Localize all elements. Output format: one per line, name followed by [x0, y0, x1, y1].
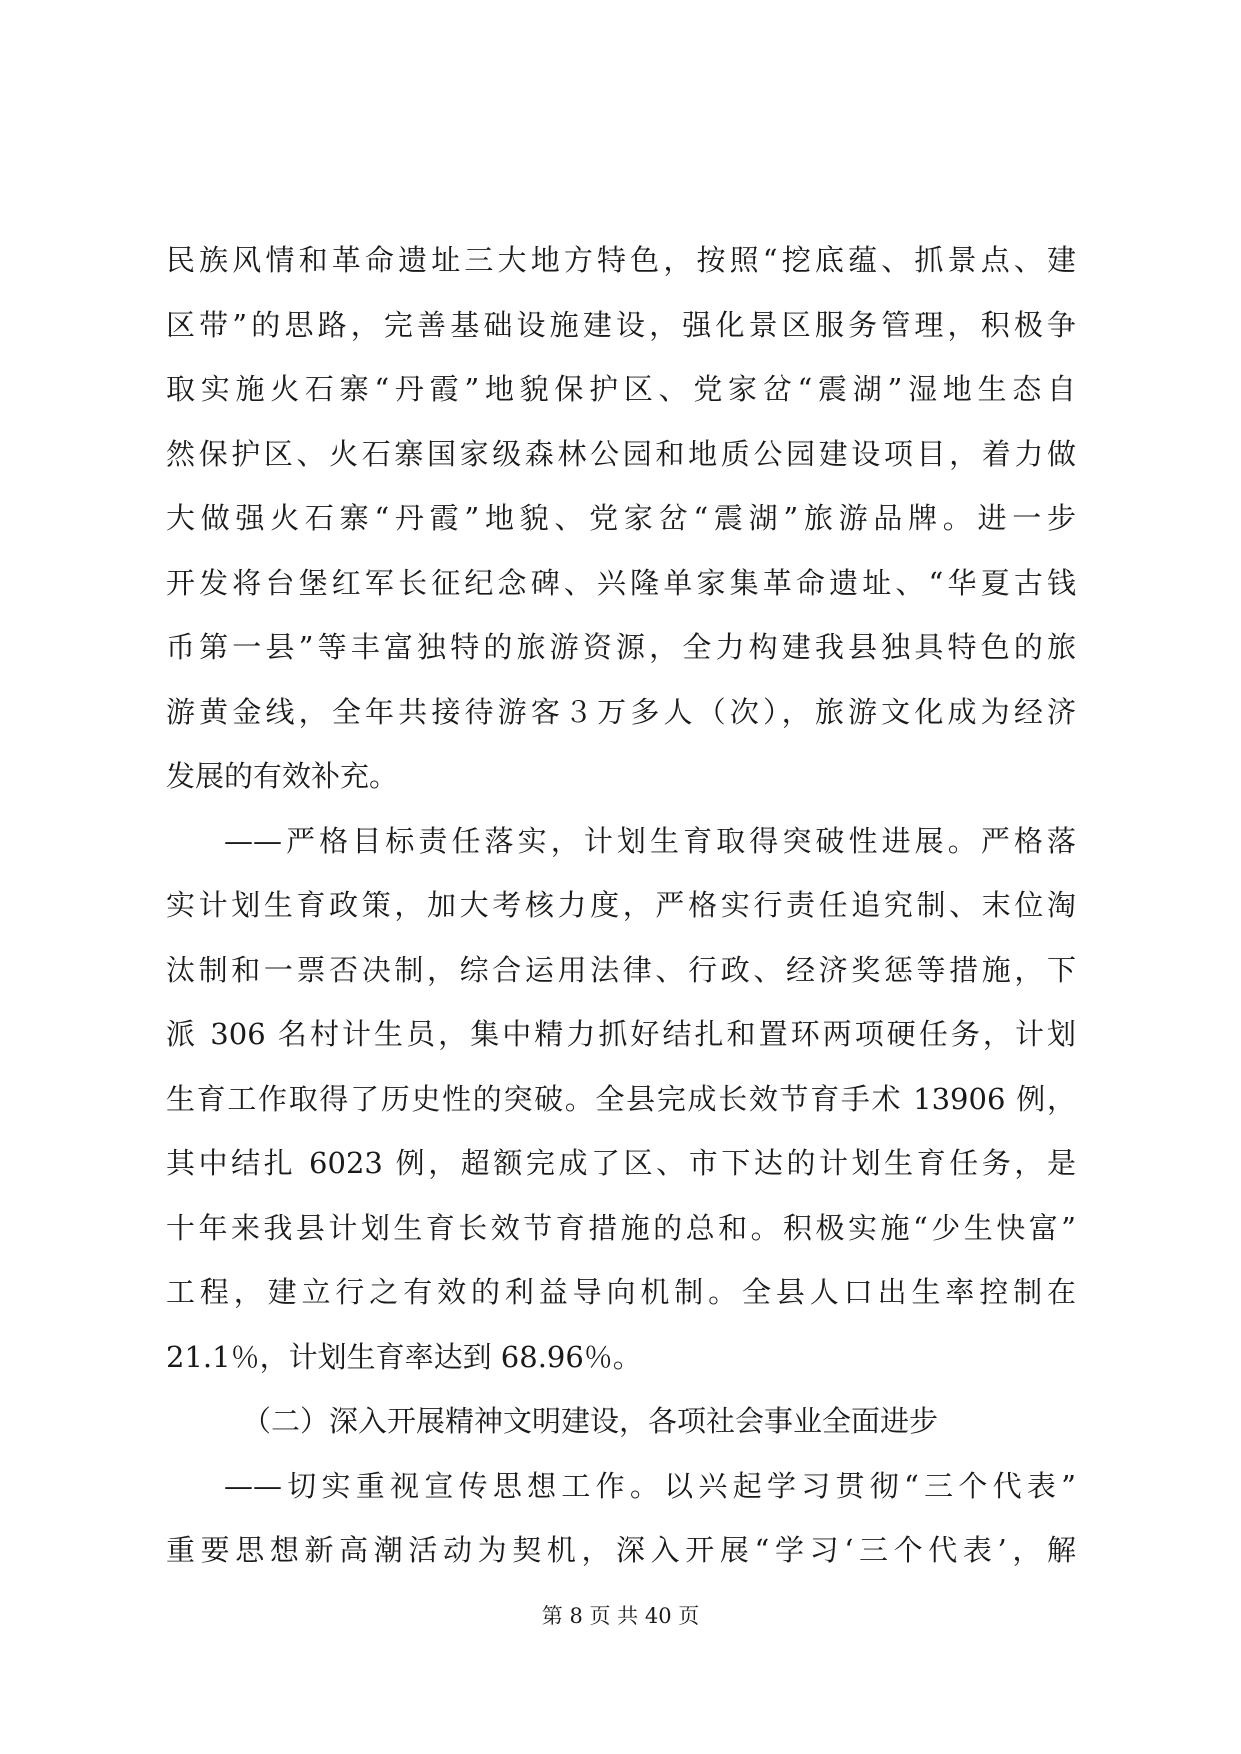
body-line: 开发将台堡红军长征纪念碑、兴隆单家集革命遗址、“华夏古钱 — [166, 565, 1076, 600]
body-line: 派 306 名村计生员，集中精力抓好结扎和置环两项硬任务，计划 — [166, 1017, 1076, 1051]
section-heading: （二）深入开展精神文明建设，各项社会事业全面进步 — [242, 1404, 939, 1438]
body-line: 生育工作取得了历史性的突破。全县完成长效节育手术 13906 例， — [166, 1081, 1076, 1116]
body-line: 民族风情和革命遗址三大地方特色，按照“挖底蕴、抓景点、建 — [166, 243, 1076, 277]
body-line: 汰制和一票否决制，综合运用法律、行政、经济奖惩等措施，下 — [166, 952, 1076, 987]
body-line: 工程，建立行之有效的利益导向机制。全县人口出生率控制在 — [166, 1275, 1076, 1309]
body-line: 实计划生育政策，加大考核力度，严格实行责任追究制、末位淘 — [166, 888, 1076, 922]
document-body — [166, 228, 1076, 1583]
body-line: 发展的有效补充。 — [166, 759, 399, 793]
page-number-footer: 第 8 页 共 40 页 — [541, 1604, 700, 1628]
body-line: 十年来我县计划生育长效节育措施的总和。积极实施“少生快富” — [166, 1210, 1076, 1245]
body-line: 其中结扎 6023 例，超额完成了区、市下达的计划生育任务，是 — [166, 1146, 1076, 1180]
body-line: 取实施火石寨“丹霞”地貌保护区、党家岔“震湖”湿地生态自 — [166, 372, 1076, 406]
body-line: ——严格目标责任落实，计划生育取得突破性进展。严格落 — [224, 823, 1076, 858]
body-line: 21.1％，计划生育率达到 68.96％。 — [166, 1339, 642, 1374]
body-line: 重要思想新高潮活动为契机，深入开展“学习‘三个代表’，解 — [166, 1533, 1076, 1567]
body-line: 大做强火石寨“丹霞”地貌、党家岔“震湖”旅游品牌。进一步 — [166, 501, 1076, 535]
body-line: 然保护区、火石寨国家级森林公园和地质公园建设项目，着力做 — [166, 436, 1076, 471]
body-line: 游黄金线，全年共接待游客３万多人（次），旅游文化成为经济 — [166, 694, 1076, 729]
body-line: 区带”的思路，完善基础设施建设，强化景区服务管理，积极争 — [166, 307, 1076, 342]
body-line: ——切实重视宣传思想工作。以兴起学习贯彻“三个代表” — [224, 1468, 1076, 1503]
body-line: 币第一县”等丰富独特的旅游资源，全力构建我县独具特色的旅 — [166, 630, 1076, 664]
